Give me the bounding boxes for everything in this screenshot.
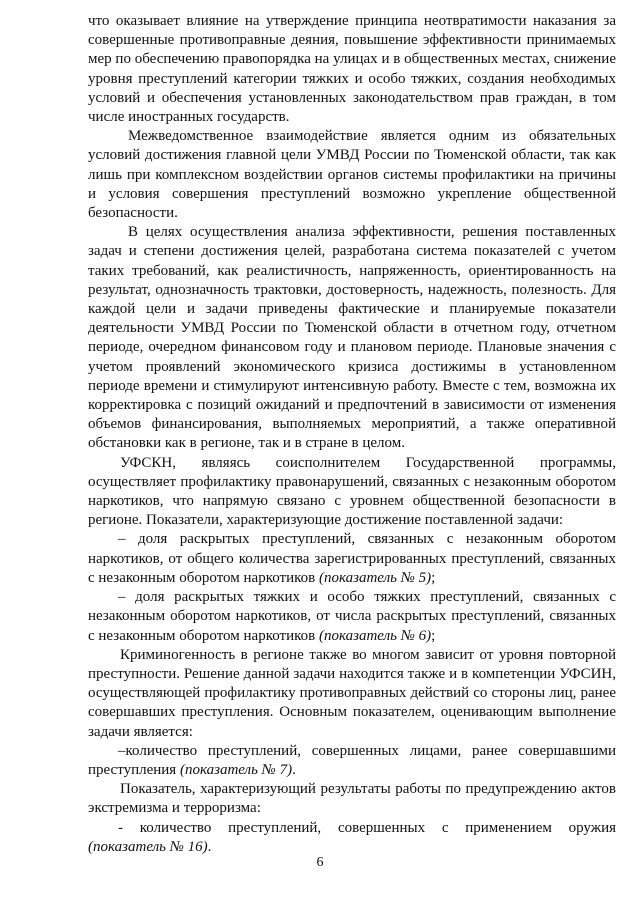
page-number: 6 bbox=[316, 855, 324, 870]
paragraph-7: Криминогенность в регионе также во многом зависит от уровня повторной преступности. Решение данной задачи находится также и в компетенции УФСИН, осуществляющей профилактику противоправных действий со стороны лиц, ранее совершавших преступления. Основным показателем, оценивающим выполнение задачи является: bbox=[88, 646, 616, 740]
bullet-tail: ; bbox=[431, 627, 436, 644]
bullet-indicator-6 bbox=[88, 588, 616, 646]
indicator-ref: (показатель № 5) bbox=[318, 569, 432, 586]
bullet-tail: . bbox=[292, 761, 296, 778]
bullet-tail: ; bbox=[431, 569, 436, 586]
indicator-ref: (показатель № 7) bbox=[179, 761, 293, 778]
paragraph-4: УФСКН, являясь соисполнителем Государственной программы, осуществляет профилактику правонарушений, связанных с незаконным оборотом наркотиков, что напрямую связано с уровнем общественной безопасности в регионе. Показатели, характеризующие достижение поставленной задачи: bbox=[88, 454, 616, 529]
bullet-indicator-7 bbox=[88, 742, 616, 780]
paragraph-2: Межведомственное взаимодействие является одним из обязательных условий достижения главной цели УМВД России по Тюменской области, так как лишь при комплексном воздействии органов системы профилактики на причины и условия совершения преступлений возможно укрепление общественной безопасности. bbox=[88, 128, 616, 222]
bullet-tail: . bbox=[207, 838, 212, 855]
bullet-text: – доля раскрытых тяжких и особо тяжких преступлений, связанных с незаконным оборотом наркотиков, от числа раскрытых преступлений, связанных с незаконным оборотом наркотиков bbox=[88, 589, 616, 644]
bullet-text: –количество преступлений, совершенных лицами, ранее совершавшими преступления bbox=[88, 742, 616, 778]
bullet-indicator-16 bbox=[88, 819, 616, 857]
document-body bbox=[88, 12, 616, 857]
bullet-text: - количество преступлений, совершенных с применением оружия bbox=[118, 819, 616, 836]
indicator-ref: (показатель № 6) bbox=[318, 627, 432, 644]
paragraph-9: Показатель, характеризующий результаты работы по предупреждению актов экстремизма и терроризма: bbox=[88, 781, 616, 817]
paragraph-3: В целях осуществления анализа эффективности, решения поставленных задач и степени достижения целей, разработана система показателей с учетом таких требований, как реалистичность, напряженность, ориентированность на результат, однозначность трактовки, достоверность, надежность, полезность. Для каждой цели и задачи приведены фактические и планируемые показатели деятельности УМВД России по Тюменской области в отчетном году, отчетном периоде, очередном финансовом году и плановом периоде. Плановые значения с учетом проявлений экономического кризиса достижимы в установленном периоде времени и стимулируют интенсивную работу. Вместе с тем, возможна их корректировка с позиций ожиданий и предпочтений в зависимости от изменения объемов финансирования, выполняемых мероприятий, а также оперативной обстановки как в регионе, так и в стране в целом. bbox=[88, 224, 616, 452]
bullet-text: – доля раскрытых преступлений, связанных с незаконным оборотом наркотиков, от общего количества зарегистрированных преступлений, связанных с незаконным оборотом наркотиков bbox=[88, 531, 616, 586]
indicator-ref: (показатель № 16) bbox=[88, 838, 208, 855]
bullet-indicator-5 bbox=[88, 530, 616, 588]
paragraph-1: что оказывает влияние на утверждение принципа неотвратимости наказания за совершенные противоправные деяния, повышение эффективности принимаемых мер по обеспечению правопорядка на улицах и в общественных местах, снижение уровня преступлений категории тяжких и особо тяжких, создания необходимых условий и обеспечения установленных законодательством прав граждан, в том числе иностранных государств. bbox=[88, 13, 616, 126]
